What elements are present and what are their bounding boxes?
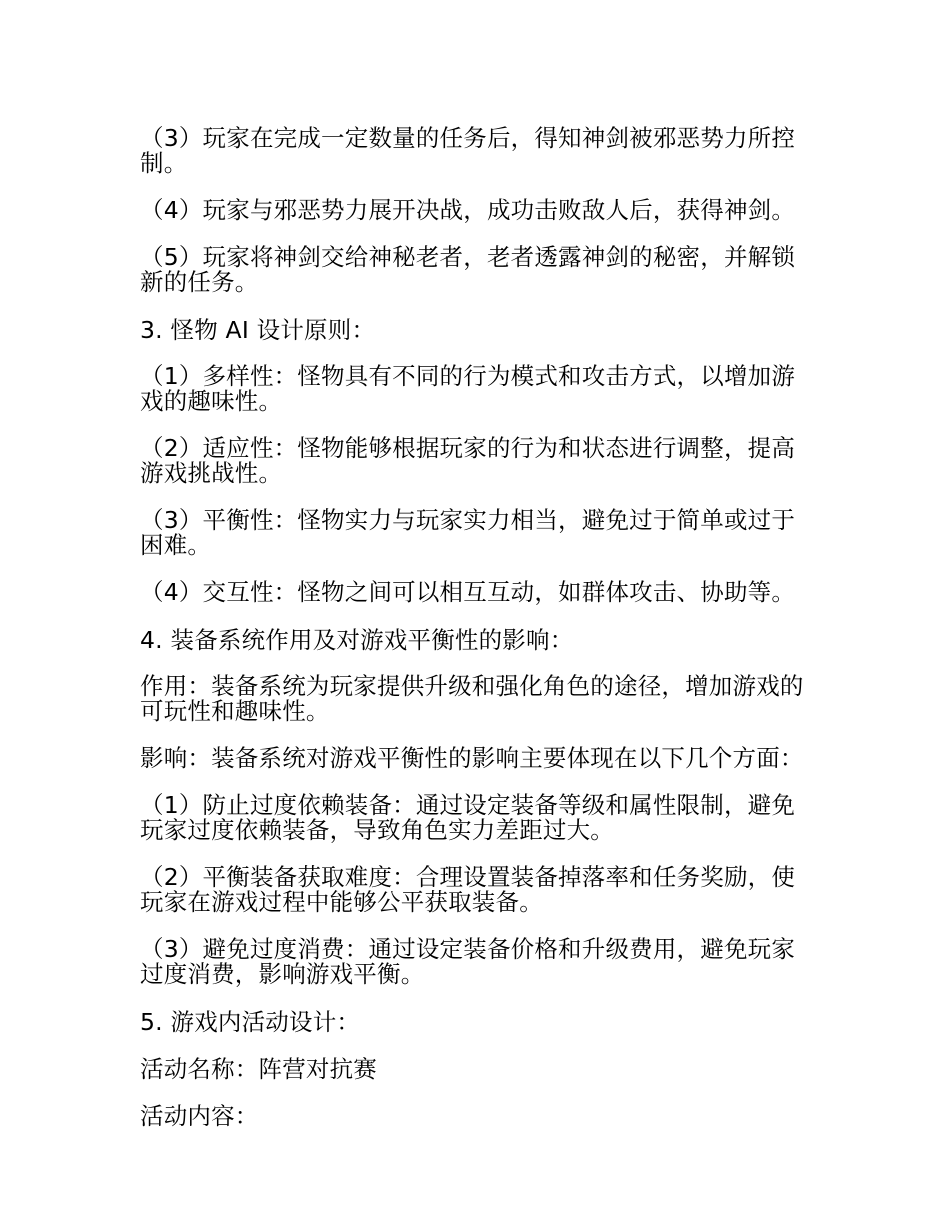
paragraph-activity-content: 活动内容： bbox=[140, 1102, 259, 1130]
paragraph-ai-balance: （3）平衡性：怪物实力与玩家实力相当，避免过于简单或过于困难。 bbox=[140, 506, 796, 559]
paragraph-ai-interaction: （4）交互性：怪物之间可以相互互动，如群体攻击、协助等。 bbox=[140, 578, 796, 606]
paragraph-ai-adaptability: （2）适应性：怪物能够根据玩家的行为和状态进行调整，提高游戏挑战性。 bbox=[140, 434, 796, 487]
paragraph-equipment-difficulty: （2）平衡装备获取难度：合理设置装备掉落率和任务奖励，使玩家在游戏过程中能够公平获取装备。 bbox=[140, 863, 796, 916]
paragraph-activity-name: 活动名称：阵营对抗赛 bbox=[140, 1055, 377, 1083]
paragraph-equipment-dependence: （1）防止过度依赖装备：通过设定装备等级和属性限制，避免玩家过度依赖装备，导致角色实力差距过大。 bbox=[140, 791, 796, 844]
document-page bbox=[140, 126, 812, 1150]
paragraph-story-step-5: （5）玩家将神剑交给神秘老者，老者透露神剑的秘密，并解锁新的任务。 bbox=[140, 243, 796, 296]
paragraph-equipment-impact: 影响：装备系统对游戏平衡性的影响主要体现在以下几个方面： bbox=[140, 744, 804, 772]
paragraph-equipment-role: 作用：装备系统为玩家提供升级和强化角色的途径，增加游戏的可玩性和趣味性。 bbox=[140, 672, 804, 725]
paragraph-equipment-spending: （3）避免过度消费：通过设定装备价格和升级费用，避免玩家过度消费，影响游戏平衡。 bbox=[140, 935, 796, 988]
section-heading-activities: 5. 游戏内活动设计： bbox=[140, 1008, 361, 1036]
paragraph-story-step-3: （3）玩家在完成一定数量的任务后，得知神剑被邪恶势力所控制。 bbox=[140, 124, 796, 177]
section-heading-monster-ai: 3. 怪物 AI 设计原则： bbox=[140, 316, 376, 344]
paragraph-ai-diversity: （1）多样性：怪物具有不同的行为模式和攻击方式，以增加游戏的趣味性。 bbox=[140, 362, 796, 415]
section-heading-equipment: 4. 装备系统作用及对游戏平衡性的影响： bbox=[140, 626, 574, 654]
paragraph-story-step-4: （4）玩家与邪恶势力展开决战，成功击败敌人后，获得神剑。 bbox=[140, 196, 796, 224]
